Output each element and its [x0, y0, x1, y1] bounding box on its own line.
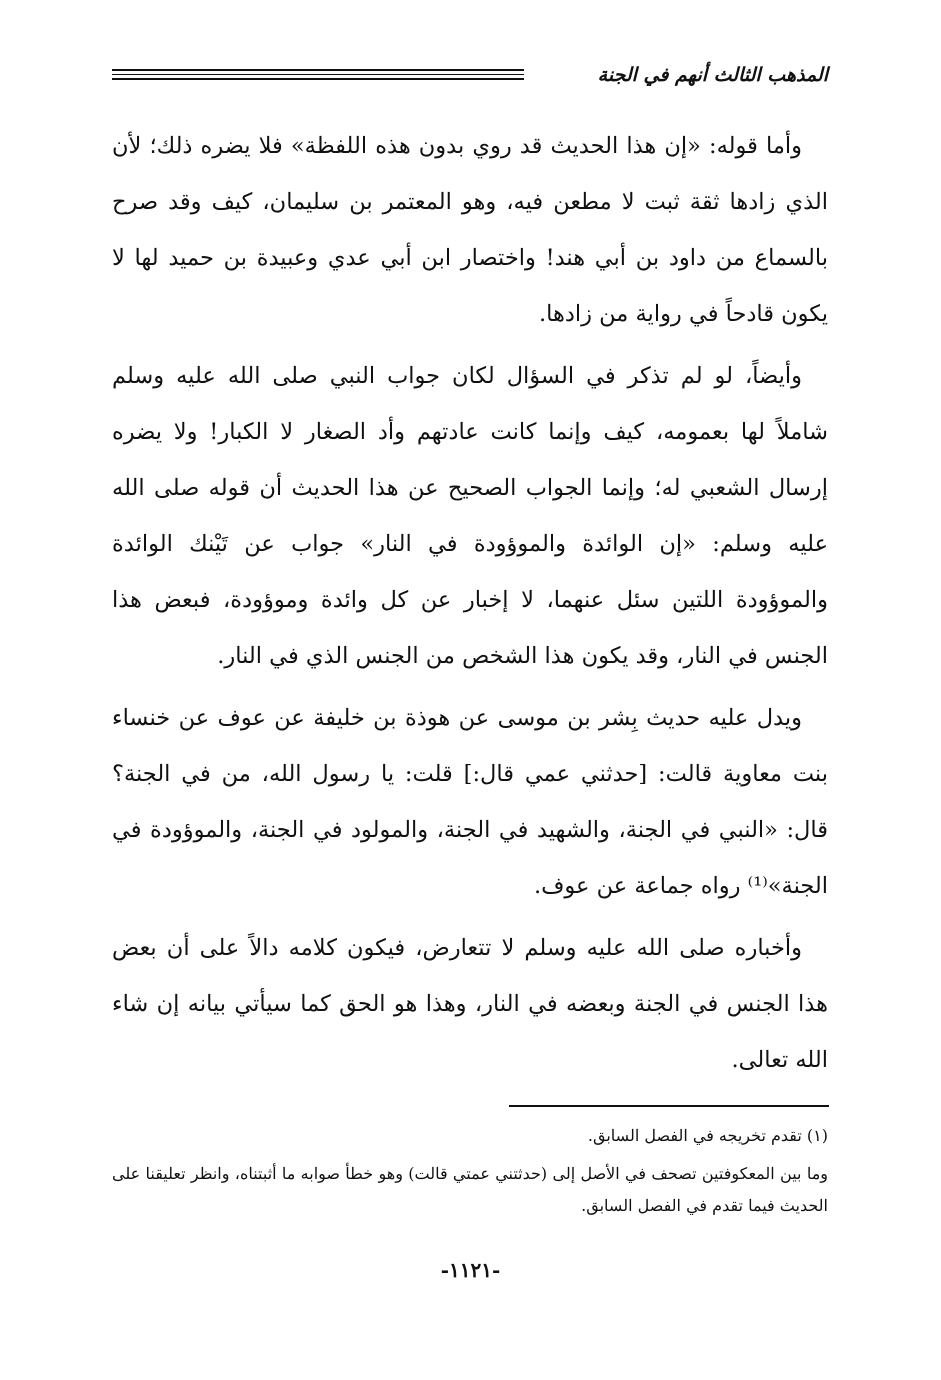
footnote-separator [509, 1105, 829, 1107]
paragraph: ويدل عليه حديث بِشر بن موسى عن هوذة بن خليفة عن عوف عن خنساء بنت معاوية قالت: [حدثني عمي قال:] قلت: يا رسول الله، من في الجنة؟ قال: «النبي في الجنة، والشهيد في الجنة، والمولود في الجنة، والموؤودة في الجنة»⁽¹⁾ رواه جماعة عن عوف. [112, 705, 828, 899]
header-rule-middle [112, 74, 524, 75]
paragraph: وأيضاً، لو لم تذكر في السؤال لكان جواب النبي صلى الله عليه وسلم شاملاً لها بعمومه، كيف وإنما كانت عادتهم وأد الصغار لا الكبار! ولا يضره إرسال الشعبي له؛ وإنما الجواب الصحيح عن هذا الحديث أن قوله صلى الله عليه وسلم: «إن الوائدة والموؤودة في النار» جواب عن تَيْنك الوائدة والموؤودة اللتين سئل عنهما، لا إخبار عن كل وائدة وموؤودة، فبعض هذا الجنس في النار، وقد يكون هذا الشخص من الجنس الذي في النار. [112, 363, 828, 669]
running-header [112, 60, 828, 90]
footnote-note: وما بين المعكوفتين تصحف في الأصل إلى (حدثتني عمتي قالت) وهو خطأ صوابه ما أثبتناه، وانظر تعليقنا على الحديث فيما تقدم في الفصل السابق. [112, 1164, 829, 1215]
header-rule-top [112, 69, 524, 71]
header-rule-bottom [112, 78, 524, 80]
main-text [112, 118, 828, 1094]
paragraph: وأما قوله: «إن هذا الحديث قد روي بدون هذه اللفظة» فلا يضره ذلك؛ لأن الذي زادها ثقة ثبت لا مطعن فيه، وهو المعتمر بن سليمان، كيف وقد صرح بالسماع من داود بن أبي هند! واختصار ابن أبي عدي وعبيدة بن حميد لها لا يكون قادحاً في رواية من زادها. [112, 133, 828, 327]
chapter-title: المذهب الثالث أنهم في الجنة [597, 64, 828, 86]
page-number: -١١٢١- [440, 1258, 501, 1282]
footnote-1: (١) تقدم تخريجه في الفصل السابق. [587, 1126, 828, 1145]
paragraph: وأخباره صلى الله عليه وسلم لا تتعارض، فيكون كلامه دالاً على أن بعض هذا الجنس في الجنة وبعضه في النار، وهذا هو الحق كما سيأتي بيانه إن شاء الله تعالى. [112, 935, 828, 1073]
footnotes [112, 1120, 828, 1222]
